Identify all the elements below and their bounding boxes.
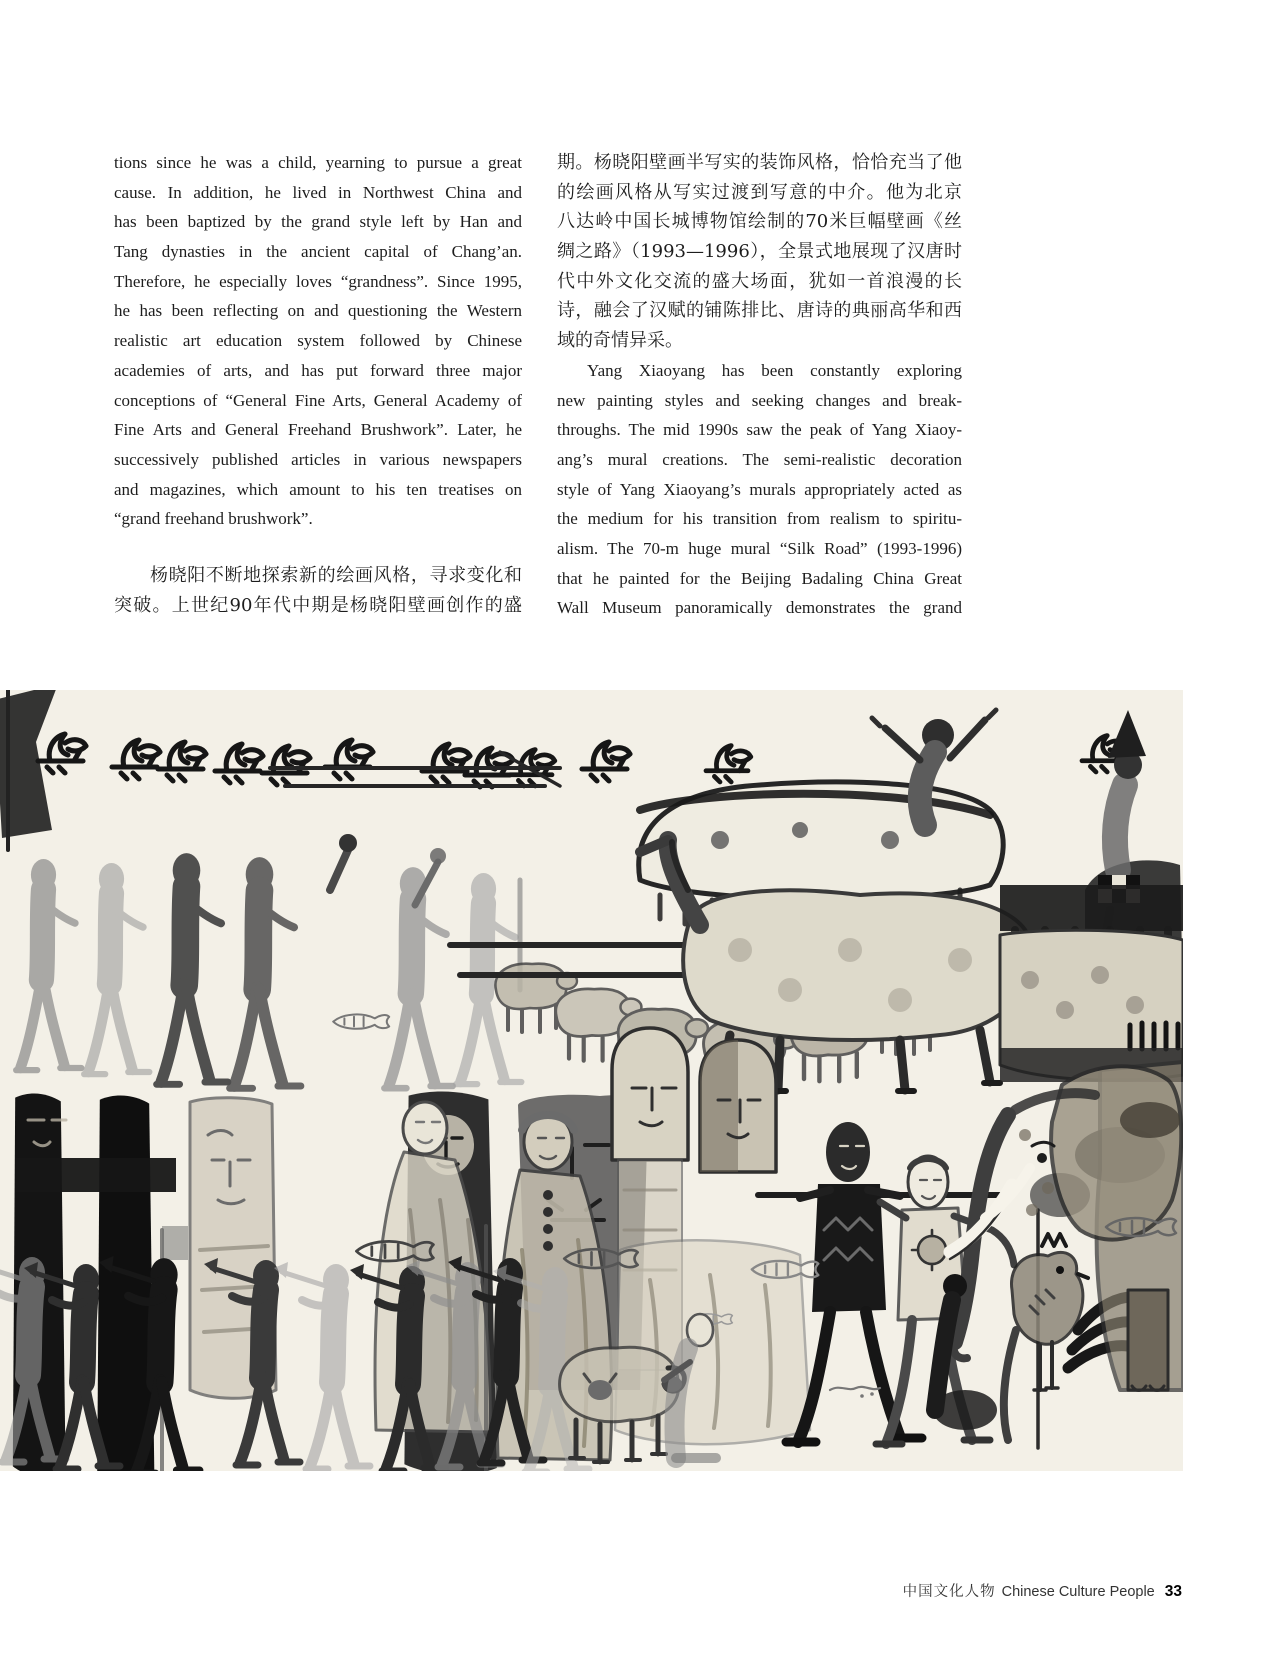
text-line: new painting styles and seeking changes and break- bbox=[557, 390, 962, 410]
page-number: 33 bbox=[1164, 1583, 1182, 1600]
text-line: alism. The 70-m huge mural “Silk Road” (1993-1996) bbox=[557, 538, 962, 558]
page-footer bbox=[903, 1580, 1182, 1601]
journal-title-en: Chinese Culture People bbox=[1001, 1584, 1155, 1600]
text-line: Therefore, he especially loves “grandness”. Since 1995, bbox=[114, 271, 522, 291]
text-line: ang’s mural creations. The semi-realistic decoration bbox=[557, 449, 962, 469]
text-line: Tang dynasties in the ancient capital of Chang’an. bbox=[114, 242, 522, 262]
text-line: and magazines, which amount to his ten treatises on bbox=[114, 479, 522, 499]
text-line: he has been reflecting on and questioning the Western bbox=[114, 301, 522, 321]
text-line: 八达岭中国长城博物馆绘制的70米巨幅壁画《丝 bbox=[557, 211, 962, 233]
text-line: conceptions of “General Fine Arts, General Academy of bbox=[114, 390, 522, 410]
text-line: Fine Arts and General Freehand Brushwork”. Later, he bbox=[114, 420, 522, 440]
text-line: 期。杨晓阳壁画半写实的装饰风格，恰恰充当了他 bbox=[557, 152, 962, 173]
text-line: “grand freehand brushwork”. bbox=[114, 509, 313, 529]
text-line: that he painted for the Beijing Badaling China Great bbox=[557, 568, 962, 588]
silk-road-mural-illustration bbox=[0, 690, 1183, 1471]
text-line: 绸之路》（1993—1996），全景式地展现了汉唐时 bbox=[557, 241, 962, 263]
text-line: 诗，融会了汉赋的铺陈排比、唐诗的典丽高华和西 bbox=[557, 300, 962, 322]
text-line: successively published articles in various newspapers bbox=[114, 449, 522, 469]
journal-title-zh: 中国文化人物 bbox=[902, 1584, 996, 1600]
text-line: 突破。上世纪90年代中期是杨晓阳壁画创作的盛 bbox=[114, 594, 522, 616]
text-line: Wall Museum panoramically demonstrates the grand bbox=[557, 598, 962, 618]
text-line: realistic art education system followed by Chinese bbox=[114, 331, 522, 351]
text-line: 杨晓阳不断地探索新的绘画风格，寻求变化和 bbox=[150, 564, 522, 586]
text-line: tions since he was a child, yearning to pursue a great bbox=[114, 153, 522, 172]
text-line: cause. In addition, he lived in Northwest China and bbox=[114, 182, 522, 202]
text-line: has been baptized by the grand style left by Han and bbox=[114, 212, 522, 232]
text-line: the medium for his transition from realism to spiritu- bbox=[557, 509, 962, 529]
text-line: Yang Xiaoyang has been constantly exploring bbox=[587, 360, 962, 380]
text-line: 代中外文化交流的盛大场面，犹如一首浪漫的长 bbox=[557, 270, 962, 292]
text-line: style of Yang Xiaoyang’s murals appropriately acted as bbox=[557, 479, 962, 499]
text-column-left bbox=[114, 148, 522, 620]
text-column-right bbox=[557, 148, 962, 623]
text-line: 的绘画风格从写实过渡到写意的中介。他为北京 bbox=[557, 181, 962, 203]
text-line: academies of arts, and has put forward three major bbox=[114, 360, 522, 380]
text-line: throughs. The mid 1990s saw the peak of Yang Xiaoy- bbox=[557, 420, 962, 440]
text-line: 域的奇情异采。 bbox=[557, 330, 683, 352]
